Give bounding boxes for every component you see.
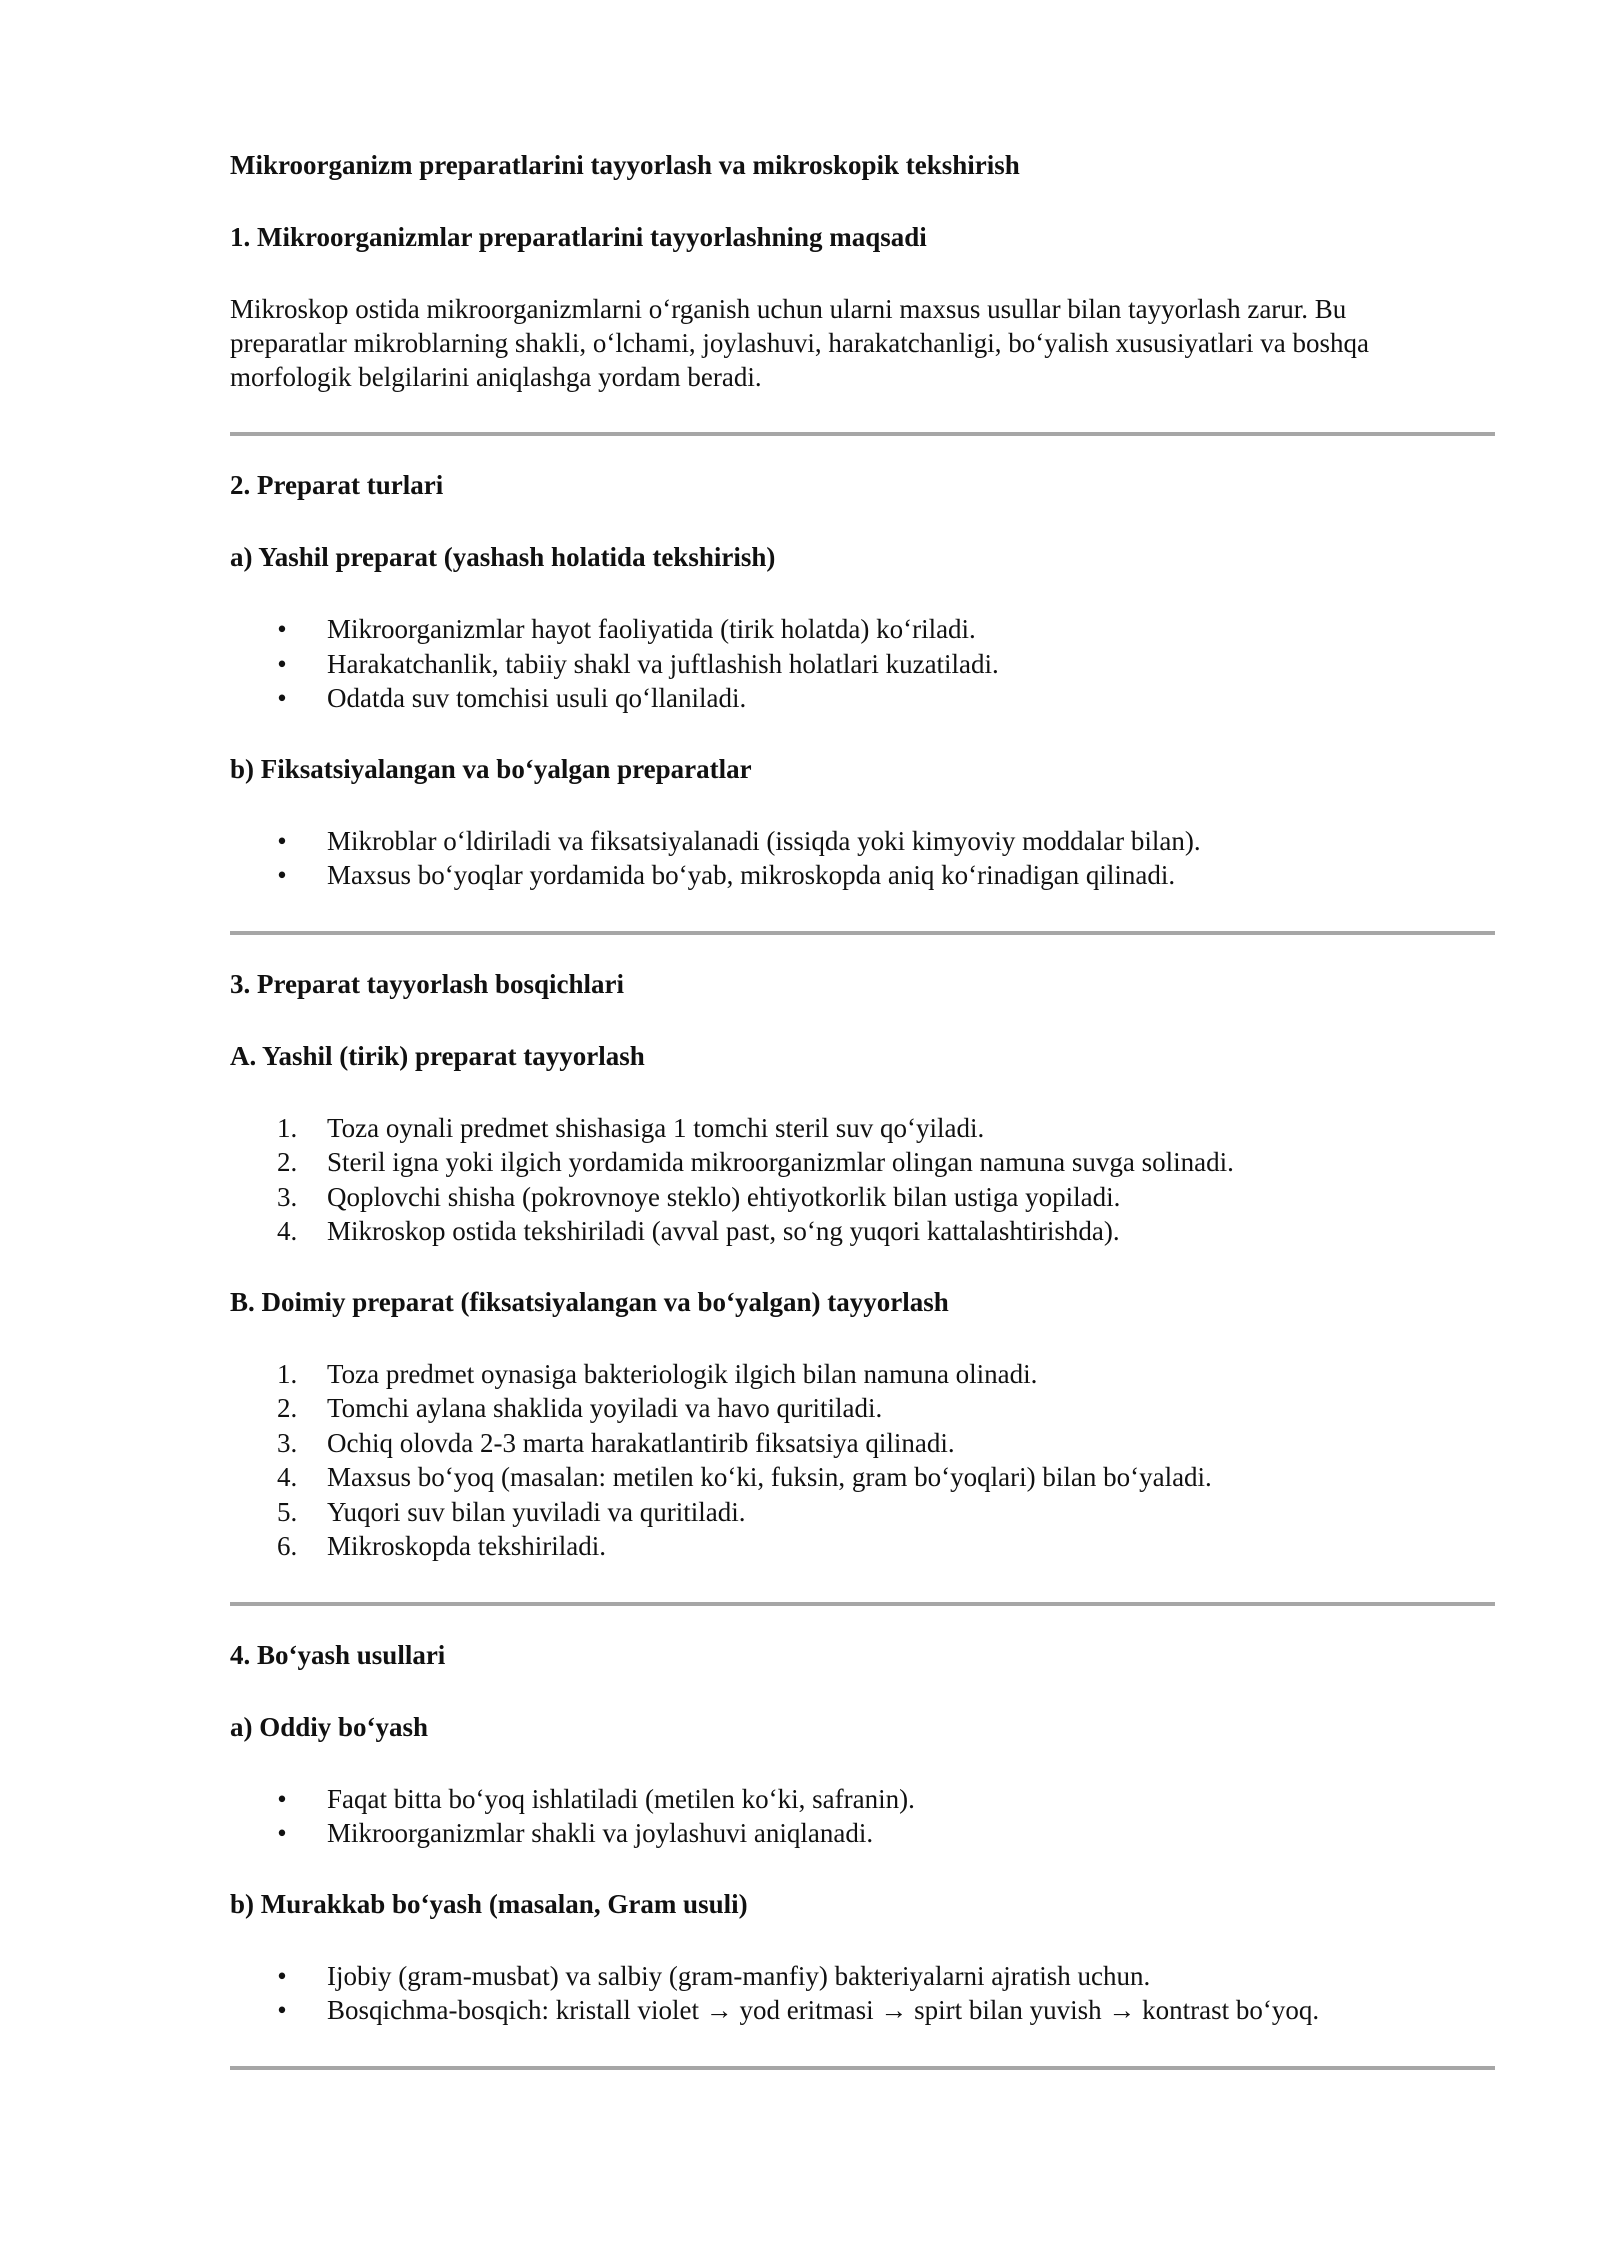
list-item xyxy=(230,1529,1495,1564)
document-title: Mikroorganizm preparatlarini tayyorlash va mikroskopik tekshirish xyxy=(230,150,1020,180)
list-item xyxy=(230,1460,1495,1495)
list-item-text: Odatda suv tomchisi usuli qo‘llaniladi. xyxy=(327,683,747,713)
list-number: 5. xyxy=(277,1496,298,1527)
section-4a-bullet-list xyxy=(230,1782,1495,1851)
list-item xyxy=(230,1145,1495,1180)
section-3b-numbered-list xyxy=(230,1357,1495,1564)
section-2a-heading: a) Yashil preparat (yashash holatida tekshirish) xyxy=(230,542,776,572)
bullet-icon: • xyxy=(277,683,287,713)
list-number: 6. xyxy=(277,1531,298,1561)
section-4b-bullet-list xyxy=(230,1959,1495,2028)
list-item-text: Mikroskopda tekshiriladi. xyxy=(327,1531,606,1561)
list-number: 3. xyxy=(277,1181,298,1212)
list-item xyxy=(230,1180,1495,1215)
list-item-text: Mikroorganizmlar hayot faoliyatida (tirik holatda) ko‘riladi. xyxy=(327,614,976,644)
section-4a-heading: a) Oddiy bo‘yash xyxy=(230,1711,429,1742)
list-item-text: Ijobiy (gram-musbat) va salbiy (gram-manfiy) bakteriyalarni ajratish uchun. xyxy=(327,1960,1151,1991)
list-item-text: Mikroorganizmlar shakli va joylashuvi aniqlanadi. xyxy=(327,1818,874,1848)
paragraph-line: preparatlar mikroblarning shakli, o‘lchami, joylashuvi, harakatchanligi, bo‘yalish xususiyatlari va boshqa xyxy=(230,328,1369,358)
section-3a-heading: A. Yashil (tirik) preparat tayyorlash xyxy=(230,1040,645,1071)
list-item-text: Faqat bitta bo‘yoq ishlatiladi (metilen ko‘ki, safranin). xyxy=(327,1783,915,1814)
list-item-text: Tomchi aylana shaklida yoyiladi va havo quritiladi. xyxy=(327,1393,883,1423)
bullet-icon: • xyxy=(277,1818,287,1848)
list-item xyxy=(230,858,1495,893)
list-item xyxy=(230,1993,1495,2028)
paragraph-line: Mikroskop ostida mikroorganizmlarni o‘rganish uchun ularni maxsus usullar bilan tayyorlash zarur. Bu xyxy=(230,294,1347,324)
list-number: 4. xyxy=(277,1216,298,1246)
list-item-text: Maxsus bo‘yoq (masalan: metilen ko‘ki, fuksin, gram bo‘yoqlari) bilan bo‘yaladi. xyxy=(327,1462,1212,1492)
list-item xyxy=(230,1959,1495,1994)
section-3a-numbered-list xyxy=(230,1111,1495,1249)
list-number: 1. xyxy=(277,1358,298,1389)
list-item-text: Yuqori suv bilan yuviladi va quritiladi. xyxy=(327,1496,746,1527)
section-divider xyxy=(230,2066,1495,2070)
bullet-icon: • xyxy=(277,825,287,856)
section-divider xyxy=(230,432,1495,436)
list-item-text: Steril igna yoki ilgich yordamida mikroorganizmlar olingan namuna suvga solinadi. xyxy=(327,1147,1234,1177)
bullet-icon: • xyxy=(277,1995,287,2025)
list-item-text: Qoplovchi shisha (pokrovnoye steklo) ehtiyotkorlik bilan ustiga yopiladi. xyxy=(327,1181,1121,1212)
section-2b-bullet-list xyxy=(230,824,1495,893)
list-item xyxy=(230,1426,1495,1461)
list-item xyxy=(230,1782,1495,1817)
list-item xyxy=(230,1816,1495,1851)
section-divider xyxy=(230,931,1495,935)
list-item-text: Harakatchanlik, tabiiy shakl va juftlashish holatlari kuzatiladi. xyxy=(327,648,999,679)
section-2b-heading: b) Fiksatsiyalangan va bo‘yalgan preparatlar xyxy=(230,753,752,784)
list-number: 1. xyxy=(277,1112,298,1143)
list-item xyxy=(230,681,1495,716)
document-page xyxy=(230,148,1495,2070)
bullet-icon: • xyxy=(277,860,287,890)
section-2-heading: 2. Preparat turlari xyxy=(230,470,444,500)
bullet-icon: • xyxy=(277,648,287,679)
list-item-text: Ochiq olovda 2-3 marta harakatlantirib fiksatsiya qilinadi. xyxy=(327,1427,955,1458)
section-1-heading: 1. Mikroorganizmlar preparatlarini tayyorlashning maqsadi xyxy=(230,222,927,252)
paragraph-line: morfologik belgilarini aniqlashga yordam beradi. xyxy=(230,362,762,392)
list-item-text: Toza oynali predmet shishasiga 1 tomchi steril suv qo‘yiladi. xyxy=(327,1112,985,1143)
list-item xyxy=(230,647,1495,682)
list-item xyxy=(230,824,1495,859)
list-item xyxy=(230,1495,1495,1530)
list-item xyxy=(230,612,1495,647)
section-3b-heading: B. Doimiy preparat (fiksatsiyalangan va bo‘yalgan) tayyorlash xyxy=(230,1286,949,1317)
section-4-heading: 4. Bo‘yash usullari xyxy=(230,1639,446,1670)
bullet-icon: • xyxy=(277,1783,287,1814)
list-item xyxy=(230,1391,1495,1426)
section-2a-bullet-list xyxy=(230,612,1495,716)
section-1-paragraph xyxy=(230,292,1495,394)
bullet-icon: • xyxy=(277,614,287,644)
list-item-text: Maxsus bo‘yoqlar yordamida bo‘yab, mikroskopda aniq ko‘rinadigan qilinadi. xyxy=(327,860,1176,890)
list-item-text: Toza predmet oynasiga bakteriologik ilgich bilan namuna olinadi. xyxy=(327,1358,1038,1389)
list-number: 4. xyxy=(277,1462,298,1492)
list-number: 3. xyxy=(277,1427,298,1458)
list-number: 2. xyxy=(277,1147,298,1177)
section-divider xyxy=(230,1602,1495,1606)
list-item-text: Mikroskop ostida tekshiriladi (avval past, so‘ng yuqori kattalashtirishda). xyxy=(327,1216,1120,1246)
list-number: 2. xyxy=(277,1393,298,1423)
section-4b-heading: b) Murakkab bo‘yash (masalan, Gram usuli) xyxy=(230,1888,748,1919)
list-item xyxy=(230,1111,1495,1146)
bullet-icon: • xyxy=(277,1960,287,1991)
list-item-text: Bosqichma-bosqich: kristall violet → yod eritmasi → spirt bilan yuvish → kontrast bo‘yoq. xyxy=(327,1995,1320,2025)
list-item xyxy=(230,1214,1495,1249)
list-item-text: Mikroblar o‘ldiriladi va fiksatsiyalanadi (issiqda yoki kimyoviy moddalar bilan). xyxy=(327,825,1201,856)
section-3-heading: 3. Preparat tayyorlash bosqichlari xyxy=(230,968,624,999)
list-item xyxy=(230,1357,1495,1392)
